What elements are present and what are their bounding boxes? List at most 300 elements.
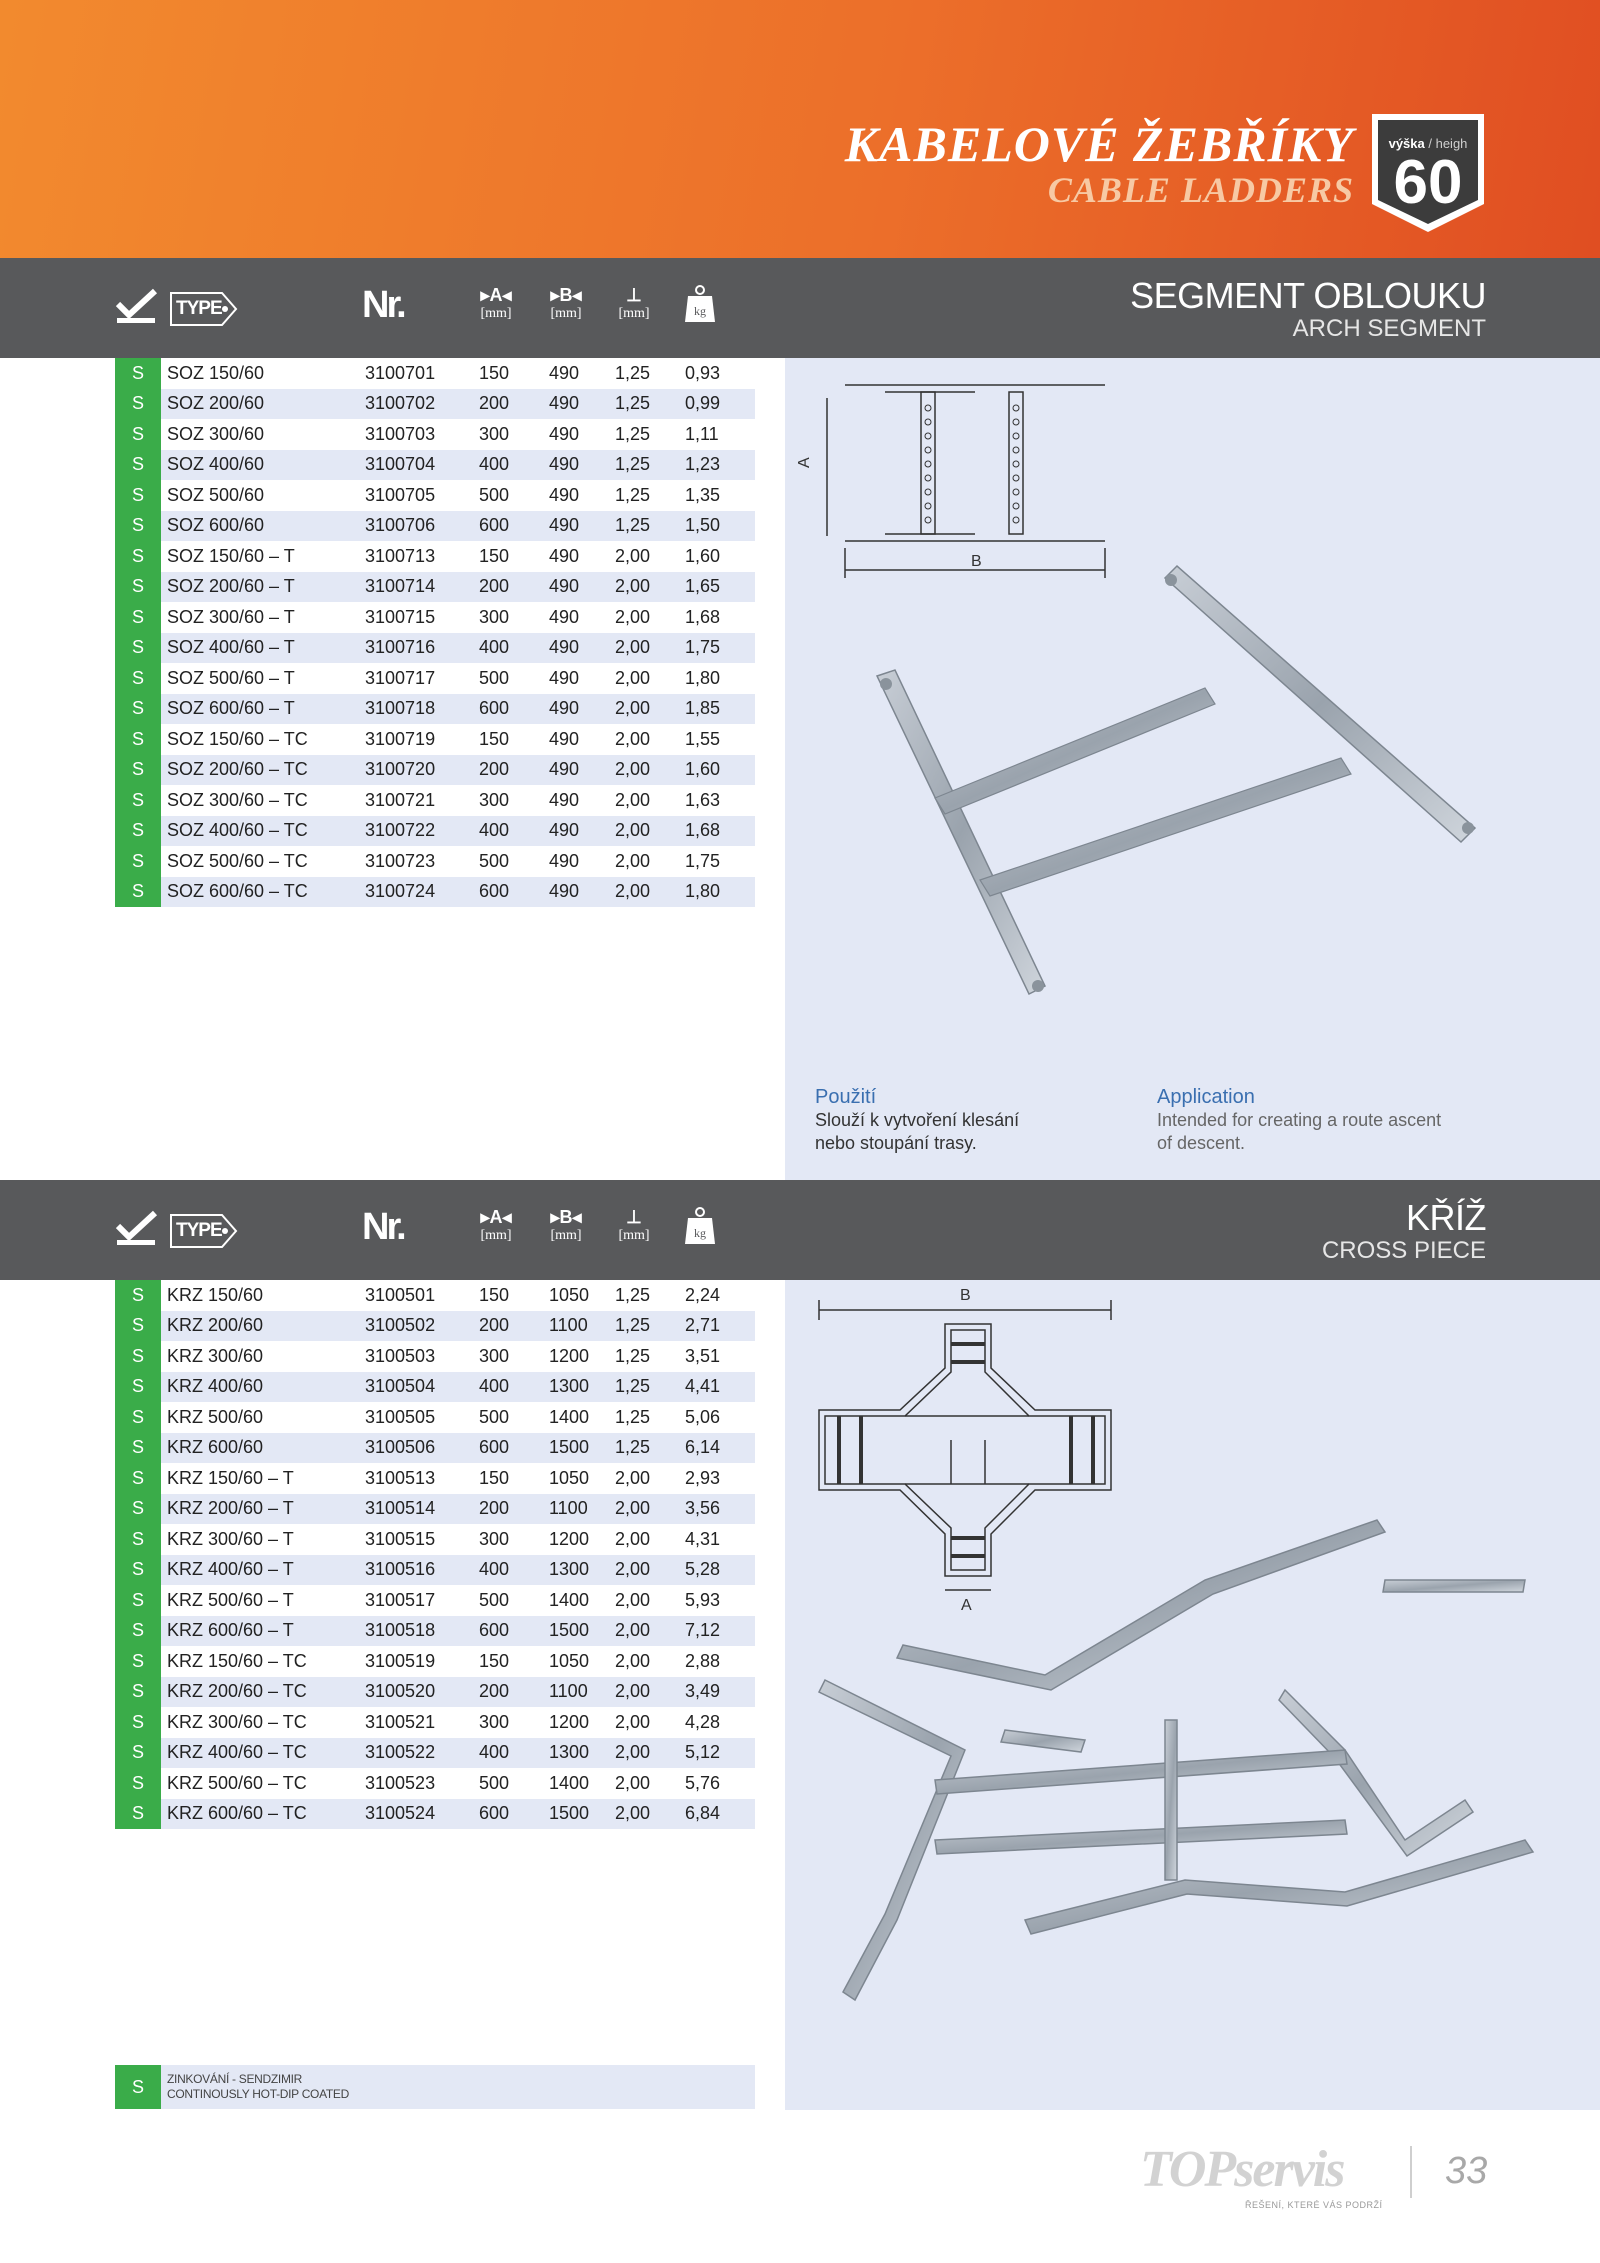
width-a-column-header: ▸A◂ [mm] <box>480 1207 512 1243</box>
cell-b: 1400 <box>549 1589 590 1610</box>
table-row <box>115 785 755 816</box>
header-banner <box>0 0 1600 258</box>
type-column-header: TYPE <box>170 292 238 326</box>
cell-type: SOZ 200/60 – TC <box>161 755 365 786</box>
table-row <box>115 1341 755 1372</box>
weight-column-header: kg <box>678 284 722 329</box>
cell-nr: 3100717 <box>365 667 436 688</box>
table-row <box>115 1402 755 1433</box>
cell-kg: 6,14 <box>685 1433 755 1464</box>
cell-b: 490 <box>549 545 580 566</box>
cell-nr: 3100719 <box>365 728 436 749</box>
cell-type: KRZ 300/60 – TC <box>167 1711 307 1732</box>
length-b-column-header: ▸B◂ [mm] <box>550 1207 582 1243</box>
cell-type: KRZ 200/60 – TC <box>161 1677 365 1708</box>
cell-nr: 3100524 <box>365 1799 479 1830</box>
cell-nr: 3100706 <box>365 511 479 542</box>
section-bar-cross <box>0 1180 1600 1280</box>
cell-t: 2,00 <box>615 1555 685 1586</box>
cell-t: 2,00 <box>615 1589 651 1610</box>
cell-nr: 3100520 <box>365 1677 479 1708</box>
cell-a: 600 <box>479 1799 549 1830</box>
cell-t: 2,00 <box>615 694 685 725</box>
cell-b: 490 <box>549 633 615 664</box>
cell-nr: 3100720 <box>365 755 479 786</box>
drawing-label-a: A <box>796 457 813 468</box>
nr-column-header: Nr. <box>362 1206 404 1248</box>
cell-type: KRZ 600/60 – TC <box>161 1799 365 1830</box>
cell-s: S <box>115 1280 161 1311</box>
cell-type: KRZ 400/60 <box>161 1372 365 1403</box>
table-row <box>115 358 755 389</box>
cell-kg: 1,68 <box>685 606 721 627</box>
table-row <box>115 755 755 786</box>
cell-s: S <box>115 511 161 542</box>
cell-nr: 3100503 <box>365 1345 436 1366</box>
cell-b: 490 <box>549 728 580 749</box>
arch-segment-drawing <box>785 358 1600 1180</box>
cell-s: S <box>115 694 161 725</box>
type-column-header: TYPE <box>170 1214 238 1248</box>
cell-b: 490 <box>549 389 615 420</box>
cell-type: KRZ 200/60 – T <box>161 1494 365 1525</box>
cell-type: SOZ 300/60 – T <box>167 606 295 627</box>
checkmark-icon <box>115 288 159 324</box>
cell-s: S <box>115 1677 161 1708</box>
table-row <box>115 480 755 511</box>
cell-s: S <box>115 450 161 481</box>
cell-s: S <box>115 1463 161 1494</box>
cell-kg: 2,24 <box>685 1284 721 1305</box>
cell-type: KRZ 200/60 <box>161 1311 365 1342</box>
cell-s: S <box>115 1494 161 1525</box>
cell-type: SOZ 150/60 – TC <box>167 728 308 749</box>
cell-type: KRZ 150/60 – TC <box>167 1650 307 1671</box>
cell-b: 490 <box>549 789 580 810</box>
cell-type: SOZ 300/60 – TC <box>167 789 308 810</box>
checkmark-icon <box>115 1210 159 1246</box>
cell-t: 2,00 <box>615 755 685 786</box>
cell-a: 200 <box>479 1311 549 1342</box>
cell-s: S <box>115 1616 161 1647</box>
cell-a: 150 <box>479 362 510 383</box>
cell-s: S <box>115 480 161 511</box>
cell-kg: 3,51 <box>685 1345 721 1366</box>
cell-type: SOZ 200/60 – T <box>161 572 365 603</box>
cell-a: 400 <box>479 816 549 847</box>
cell-s: S <box>115 1738 161 1769</box>
nr-column-header: Nr. <box>362 284 404 326</box>
cell-b: 490 <box>549 606 580 627</box>
cell-s: S <box>115 1768 161 1799</box>
cell-kg: 1,23 <box>685 450 755 481</box>
cell-kg: 1,55 <box>685 728 721 749</box>
cell-a: 150 <box>479 728 510 749</box>
cell-s: S <box>115 1433 161 1464</box>
cell-nr: 3100718 <box>365 694 479 725</box>
section-title-cross: KŘÍŽ CROSS PIECE <box>1321 1197 1486 1264</box>
cell-nr: 3100705 <box>365 484 436 505</box>
cell-t: 1,25 <box>615 1284 651 1305</box>
cell-nr: 3100721 <box>365 789 436 810</box>
cell-nr: 3100502 <box>365 1311 479 1342</box>
cell-t: 2,00 <box>615 850 651 871</box>
cell-a: 200 <box>479 389 549 420</box>
coating-legend <box>115 2065 755 2109</box>
cell-t: 2,00 <box>615 572 685 603</box>
cell-t: 2,00 <box>615 816 685 847</box>
cell-nr: 3100703 <box>365 423 436 444</box>
cell-s: S <box>115 1372 161 1403</box>
cell-t: 2,00 <box>615 633 685 664</box>
cell-nr: 3100506 <box>365 1433 479 1464</box>
cell-kg: 3,49 <box>685 1677 755 1708</box>
table-row <box>115 1463 755 1494</box>
cell-a: 500 <box>479 1772 510 1793</box>
cell-kg: 4,31 <box>685 1528 721 1549</box>
thickness-column-header: ⊥ [mm] <box>618 285 650 321</box>
cell-a: 600 <box>479 511 549 542</box>
cell-b: 490 <box>549 667 580 688</box>
cell-kg: 1,60 <box>685 755 755 786</box>
cell-a: 300 <box>479 1345 510 1366</box>
ladder-photo <box>877 566 1475 994</box>
cell-kg: 1,85 <box>685 694 755 725</box>
cell-b: 1500 <box>549 1616 615 1647</box>
table-row <box>115 1585 755 1616</box>
cell-t: 2,00 <box>615 789 651 810</box>
cell-a: 400 <box>479 450 549 481</box>
cell-kg: 2,71 <box>685 1311 755 1342</box>
cell-a: 400 <box>479 633 549 664</box>
cell-b: 490 <box>549 877 615 908</box>
cell-kg: 1,63 <box>685 789 721 810</box>
cell-type: SOZ 600/60 – T <box>161 694 365 725</box>
cell-b: 1500 <box>549 1799 615 1830</box>
cell-b: 1500 <box>549 1433 615 1464</box>
arch-segment-table <box>115 358 755 907</box>
cell-kg: 5,12 <box>685 1738 755 1769</box>
cell-b: 1100 <box>549 1494 615 1525</box>
cell-type: SOZ 150/60 – T <box>167 545 295 566</box>
cell-b: 490 <box>549 362 580 383</box>
cell-s: S <box>115 755 161 786</box>
cell-s: S <box>115 1311 161 1342</box>
cell-kg: 5,93 <box>685 1589 721 1610</box>
cell-t: 2,00 <box>615 1711 651 1732</box>
table-row <box>115 694 755 725</box>
cell-a: 400 <box>479 1372 549 1403</box>
cell-b: 1300 <box>549 1372 615 1403</box>
cell-type: KRZ 600/60 – T <box>161 1616 365 1647</box>
cell-nr: 3100516 <box>365 1555 479 1586</box>
footer-divider <box>1410 2146 1412 2198</box>
table-row <box>115 1372 755 1403</box>
cell-b: 1050 <box>549 1650 590 1671</box>
cell-nr: 3100518 <box>365 1616 479 1647</box>
cell-kg: 2,88 <box>685 1650 721 1671</box>
cell-b: 1200 <box>549 1528 590 1549</box>
table-row <box>115 511 755 542</box>
table-row <box>115 572 755 603</box>
cell-s: S <box>115 572 161 603</box>
cell-nr: 3100515 <box>365 1528 436 1549</box>
cell-type: SOZ 500/60 <box>167 484 265 505</box>
cell-a: 300 <box>479 1711 510 1732</box>
cell-type: SOZ 300/60 <box>167 423 265 444</box>
cell-nr: 3100701 <box>365 362 436 383</box>
cell-type: SOZ 400/60 – T <box>161 633 365 664</box>
catalog-title-cz: KABELOVÉ ŽEBŘÍKY <box>844 116 1354 172</box>
table-row <box>115 419 755 450</box>
table-row <box>115 1494 755 1525</box>
cell-kg: 1,75 <box>685 633 755 664</box>
table-row <box>115 1677 755 1708</box>
cell-t: 2,00 <box>615 1799 685 1830</box>
cell-type: SOZ 600/60 <box>161 511 365 542</box>
badge-label: výška / heigh <box>1388 136 1468 151</box>
cell-a: 600 <box>479 1433 549 1464</box>
cell-a: 300 <box>479 789 510 810</box>
cell-kg: 1,80 <box>685 667 721 688</box>
cell-a: 600 <box>479 1616 549 1647</box>
cell-a: 300 <box>479 1528 510 1549</box>
cell-s: S <box>115 419 161 450</box>
cell-s: S <box>115 785 161 816</box>
cell-nr: 3100522 <box>365 1738 479 1769</box>
cell-b: 490 <box>549 816 615 847</box>
cell-nr: 3100713 <box>365 545 436 566</box>
cell-s: S <box>115 358 161 389</box>
cell-b: 1100 <box>549 1677 615 1708</box>
cell-kg: 4,41 <box>685 1372 755 1403</box>
cell-b: 1050 <box>549 1284 590 1305</box>
page-number: 33 <box>1445 2150 1488 2192</box>
cell-t: 2,00 <box>615 1616 685 1647</box>
cell-t: 1,25 <box>615 450 685 481</box>
company-logo: TOPservis ŘEŠENÍ, KTERÉ VÁS PODRŽÍ <box>1140 2141 1383 2210</box>
cell-a: 200 <box>479 1494 549 1525</box>
cell-type: KRZ 150/60 <box>167 1284 264 1305</box>
cell-nr: 3100722 <box>365 816 479 847</box>
cell-a: 200 <box>479 755 549 786</box>
cell-a: 400 <box>479 1555 549 1586</box>
cell-kg: 2,93 <box>685 1467 721 1488</box>
cell-t: 2,00 <box>615 1677 685 1708</box>
cell-kg: 0,99 <box>685 389 755 420</box>
cell-a: 500 <box>479 484 510 505</box>
cell-kg: 1,60 <box>685 545 721 566</box>
cell-s: S <box>115 724 161 755</box>
cell-s: S <box>115 1646 161 1677</box>
cell-nr: 3100724 <box>365 877 479 908</box>
legend-text: ZINKOVÁNÍ - SENDZIMIR CONTINOUSLY HOT-DIP COATED <box>167 2072 350 2101</box>
catalog-title <box>845 118 1354 210</box>
cell-s: S <box>115 1402 161 1433</box>
cell-type: SOZ 500/60 – T <box>167 667 295 688</box>
table-row <box>115 663 755 694</box>
cell-type: KRZ 600/60 <box>161 1433 365 1464</box>
cell-a: 600 <box>479 877 549 908</box>
cell-type: KRZ 150/60 – T <box>167 1467 294 1488</box>
cross-piece-image-panel <box>785 1280 1600 2110</box>
cell-b: 1100 <box>549 1311 615 1342</box>
cell-t: 1,25 <box>615 1372 685 1403</box>
cell-s: S <box>115 389 161 420</box>
cell-t: 2,00 <box>615 877 685 908</box>
cell-kg: 5,06 <box>685 1406 721 1427</box>
cell-type: KRZ 300/60 – T <box>167 1528 294 1549</box>
drawing-label-a: A <box>961 1597 972 1614</box>
cell-nr: 3100513 <box>365 1467 436 1488</box>
cell-nr: 3100702 <box>365 389 479 420</box>
table-row <box>115 1646 755 1677</box>
cell-a: 300 <box>479 606 510 627</box>
cell-t: 1,25 <box>615 484 651 505</box>
cell-a: 500 <box>479 850 510 871</box>
cell-s: S <box>115 846 161 877</box>
cell-kg: 1,11 <box>685 423 719 444</box>
cell-kg: 0,93 <box>685 362 721 383</box>
table-row <box>115 450 755 481</box>
cell-t: 1,25 <box>615 362 651 383</box>
table-row <box>115 1311 755 1342</box>
table-row <box>115 541 755 572</box>
usage-en: Application Intended for creating a route ascent of descent. <box>1157 1086 1442 1153</box>
arch-segment-image-panel <box>785 358 1600 1180</box>
cell-s: S <box>115 541 161 572</box>
table-row <box>115 877 755 908</box>
cell-t: 1,25 <box>615 511 685 542</box>
cell-nr: 3100519 <box>365 1650 436 1671</box>
table-row <box>115 389 755 420</box>
cell-t: 2,00 <box>615 1467 651 1488</box>
cell-b: 1400 <box>549 1772 590 1793</box>
cell-nr: 3100504 <box>365 1372 479 1403</box>
cell-type: SOZ 500/60 – TC <box>167 850 308 871</box>
table-row <box>115 602 755 633</box>
table-row <box>115 1799 755 1830</box>
cell-b: 490 <box>549 694 615 725</box>
badge-value: 60 <box>1393 148 1463 217</box>
cell-nr: 3100517 <box>365 1589 436 1610</box>
cross-piece-table <box>115 1280 755 1829</box>
height-badge <box>1368 112 1488 236</box>
length-b-column-header: ▸B◂ [mm] <box>550 285 582 321</box>
cell-a: 200 <box>479 572 549 603</box>
cell-type: KRZ 500/60 <box>167 1406 264 1427</box>
table-row <box>115 816 755 847</box>
section-title-arch: SEGMENT OBLOUKU ARCH SEGMENT <box>1130 275 1486 342</box>
cell-nr: 3100716 <box>365 633 479 664</box>
cell-kg: 1,65 <box>685 572 755 603</box>
cell-s: S <box>115 1341 161 1372</box>
table-row <box>115 1768 755 1799</box>
cell-b: 1200 <box>549 1345 590 1366</box>
cell-s: S <box>115 1585 161 1616</box>
cell-b: 490 <box>549 450 615 481</box>
cross-photo <box>819 1520 1533 2000</box>
cell-kg: 3,56 <box>685 1494 755 1525</box>
cell-t: 1,25 <box>615 389 685 420</box>
cell-nr: 3100714 <box>365 572 479 603</box>
cell-b: 1200 <box>549 1711 590 1732</box>
cell-kg: 1,75 <box>685 850 721 871</box>
table-row <box>115 1433 755 1464</box>
cell-nr: 3100514 <box>365 1494 479 1525</box>
cell-s: S <box>115 1707 161 1738</box>
cell-a: 500 <box>479 1589 510 1610</box>
cell-b: 490 <box>549 423 580 444</box>
cell-s: S <box>115 602 161 633</box>
cell-t: 1,25 <box>615 1433 685 1464</box>
cell-type: KRZ 300/60 <box>167 1345 264 1366</box>
cell-s: S <box>115 1799 161 1830</box>
cell-nr: 3100715 <box>365 606 436 627</box>
table-row <box>115 1524 755 1555</box>
cell-b: 1400 <box>549 1406 590 1427</box>
drawing-label-b: B <box>960 1287 971 1304</box>
thickness-column-header: ⊥ [mm] <box>618 1207 650 1243</box>
cross-piece-drawing <box>785 1280 1600 2110</box>
table-row <box>115 846 755 877</box>
cell-s: S <box>115 1555 161 1586</box>
cell-t: 2,00 <box>615 1650 651 1671</box>
cell-s: S <box>115 816 161 847</box>
cell-a: 500 <box>479 1406 510 1427</box>
cell-type: KRZ 400/60 – T <box>161 1555 365 1586</box>
cell-type: SOZ 400/60 – TC <box>161 816 365 847</box>
cell-t: 2,00 <box>615 1528 651 1549</box>
cell-type: SOZ 200/60 <box>161 389 365 420</box>
drawing-label-b: B <box>971 553 982 570</box>
table-row <box>115 1616 755 1647</box>
cell-t: 1,25 <box>615 1406 651 1427</box>
cell-kg: 6,84 <box>685 1799 755 1830</box>
table-row <box>115 633 755 664</box>
cell-type: KRZ 500/60 – TC <box>167 1772 307 1793</box>
cell-t: 2,00 <box>615 1772 651 1793</box>
cell-a: 400 <box>479 1738 549 1769</box>
cell-a: 200 <box>479 1677 549 1708</box>
cell-t: 2,00 <box>615 1494 685 1525</box>
cell-b: 490 <box>549 511 615 542</box>
cell-t: 1,25 <box>615 1345 651 1366</box>
cell-kg: 4,28 <box>685 1711 721 1732</box>
cell-nr: 3100704 <box>365 450 479 481</box>
cell-a: 150 <box>479 545 510 566</box>
weight-column-header: kg <box>678 1206 722 1251</box>
cell-nr: 3100723 <box>365 850 436 871</box>
cell-t: 1,25 <box>615 1311 685 1342</box>
cell-a: 500 <box>479 667 510 688</box>
cell-b: 1050 <box>549 1467 590 1488</box>
cell-kg: 7,12 <box>685 1616 755 1647</box>
catalog-title-en: CABLE LADDERS <box>1047 170 1354 210</box>
cell-t: 2,00 <box>615 667 651 688</box>
cell-t: 1,25 <box>615 423 651 444</box>
cell-type: KRZ 500/60 – T <box>167 1589 294 1610</box>
cell-type: SOZ 600/60 – TC <box>161 877 365 908</box>
section-bar-arch <box>0 258 1600 358</box>
cell-t: 2,00 <box>615 1738 685 1769</box>
cell-a: 150 <box>479 1284 510 1305</box>
cell-a: 300 <box>479 423 510 444</box>
cell-kg: 1,35 <box>685 484 721 505</box>
table-row <box>115 1738 755 1769</box>
cell-kg: 1,68 <box>685 816 755 847</box>
cell-nr: 3100505 <box>365 1406 436 1427</box>
